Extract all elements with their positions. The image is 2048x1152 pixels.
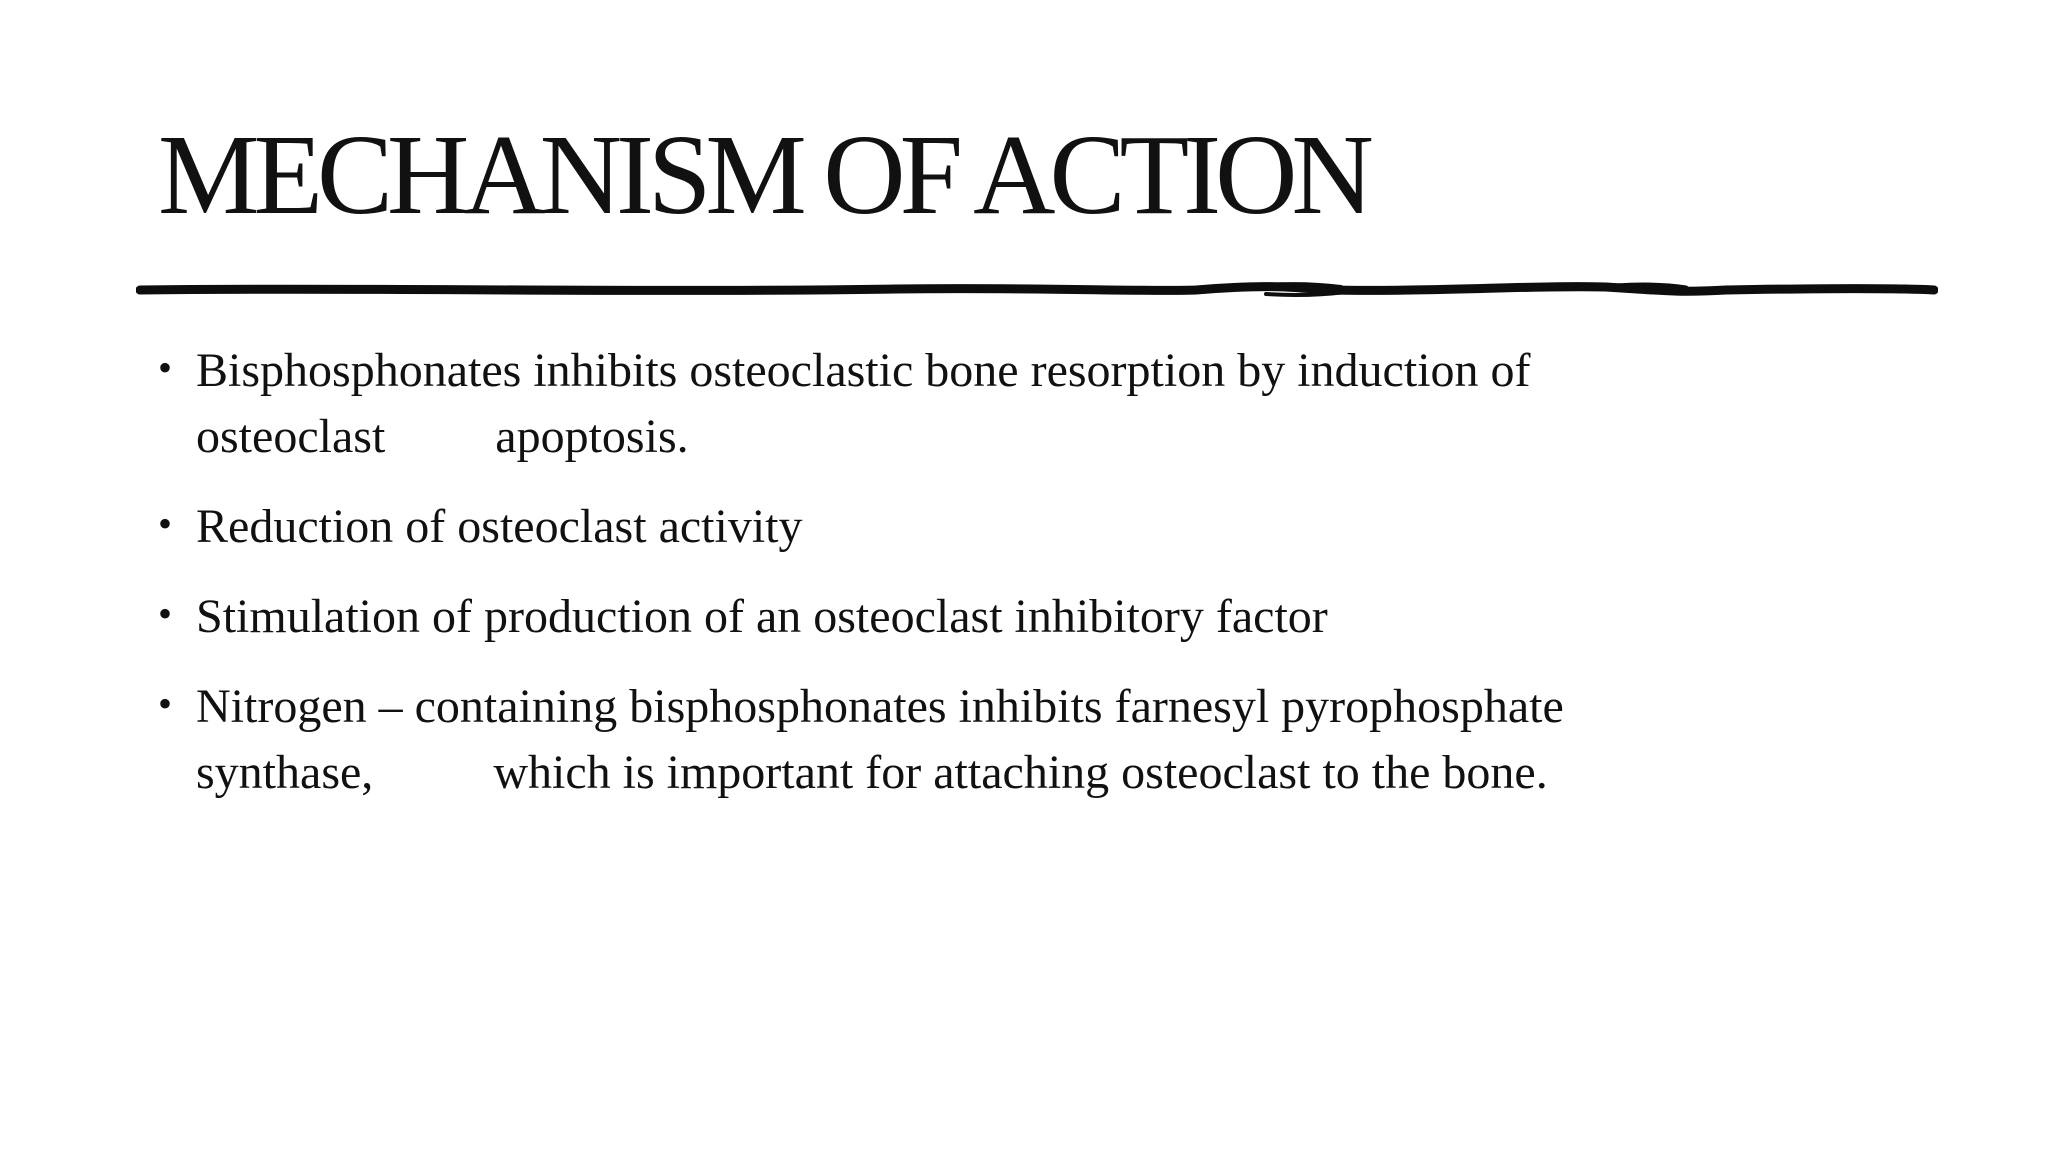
bullet-text: Stimulation of production of an osteoclast inhibitory factor xyxy=(196,590,1328,643)
title-underline xyxy=(136,272,1938,310)
bullet-text: Bisphosphonates inhibits osteoclastic bone resorption by induction of xyxy=(196,344,1531,397)
list-item xyxy=(158,494,1798,560)
bullet-text: osteoclast xyxy=(196,410,386,463)
slide-title: MECHANISM OF ACTION xyxy=(158,111,1368,238)
bullet-text: apoptosis. xyxy=(495,410,689,463)
bullet-mark: • xyxy=(158,501,173,546)
bullet-mark: • xyxy=(158,345,173,390)
bullet-text: which is important for attaching osteoclast to the bone. xyxy=(493,746,1548,799)
bullet-mark: • xyxy=(158,591,173,636)
bullet-list xyxy=(158,338,1798,830)
list-item xyxy=(158,338,1798,470)
bullet-text: Reduction of osteoclast activity xyxy=(196,500,803,553)
bullet-text: synthase, xyxy=(196,746,374,799)
bullet-mark: • xyxy=(158,681,173,726)
list-item xyxy=(158,674,1798,806)
list-item xyxy=(158,584,1798,650)
bullet-text: Nitrogen – containing bisphosphonates inhibits farnesyl pyrophosphate xyxy=(196,680,1564,733)
